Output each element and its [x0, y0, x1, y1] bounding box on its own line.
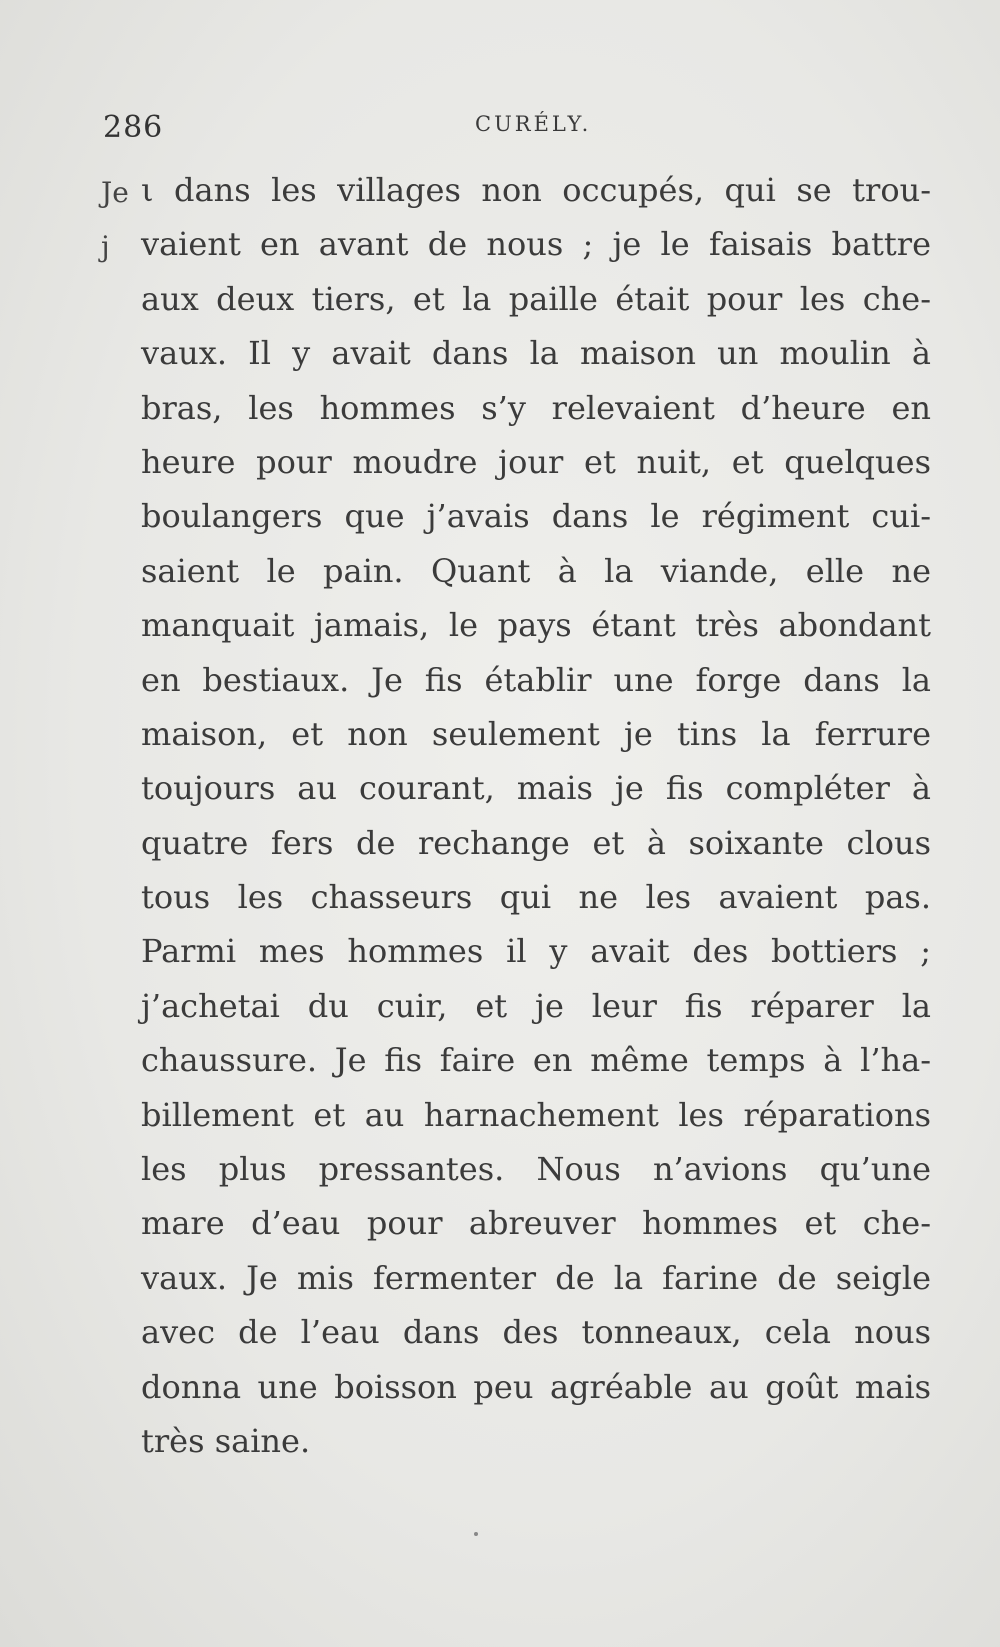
text-line: tous les chasseurs qui ne les avaient pas. [141, 878, 931, 917]
text-line: manquait jamais, le pays étant très abondant [141, 606, 931, 645]
text-line: mare d’eau pour abreuver hommes et che- [141, 1204, 931, 1243]
margin-note: Je [101, 176, 129, 209]
page-number: 286 [103, 110, 164, 145]
text-line: Parmi mes hommes il y avait des bottiers ; [141, 932, 931, 971]
text-line: avec de l’eau dans des tonneaux, cela nous [141, 1313, 931, 1352]
text-line: vaux. Je mis fermenter de la farine de seigle [141, 1258, 931, 1297]
text-line: toujours au courant, mais je fis compléter à [141, 769, 931, 808]
text-line: donna une boisson peu agréable au goût mais [141, 1367, 931, 1406]
text-line: les plus pressantes. Nous n’avions qu’une [141, 1150, 931, 1189]
text-line: billement et au harnachement les réparations [141, 1095, 931, 1134]
text-line: chaussure. Je fis faire en même temps à l’ha- [141, 1041, 931, 1080]
text-line: saient le pain. Quant à la viande, elle ne [141, 551, 931, 590]
text-line: vaux. Il y avait dans la maison un moulin à [141, 334, 931, 373]
text-line: boulangers que j’avais dans le régiment cui- [141, 497, 931, 536]
text-line: maison, et non seulement je tins la ferrure [141, 714, 931, 753]
text-line: ι dans les villages non occupés, qui se trou- [141, 171, 931, 209]
text-line: quatre fers de rechange et à soixante clous [141, 823, 931, 862]
body-text [141, 163, 931, 1468]
margin-note: j [101, 230, 110, 263]
text-line: en bestiaux. Je fis établir une forge dans la [141, 660, 931, 699]
paper-speck [474, 1532, 478, 1536]
text-line: très saine. [141, 1421, 311, 1460]
text-line: bras, les hommes s’y relevaient d’heure en [141, 388, 931, 427]
running-head: CURÉLY. [475, 112, 592, 136]
text-line: vaient en avant de nous ; je le faisais battre [141, 225, 931, 264]
text-line: aux deux tiers, et la paille était pour les che- [141, 279, 931, 318]
text-line: j’achetai du cuir, et je leur fis réparer la [141, 986, 931, 1025]
text-line: heure pour moudre jour et nuit, et quelques [141, 442, 931, 481]
